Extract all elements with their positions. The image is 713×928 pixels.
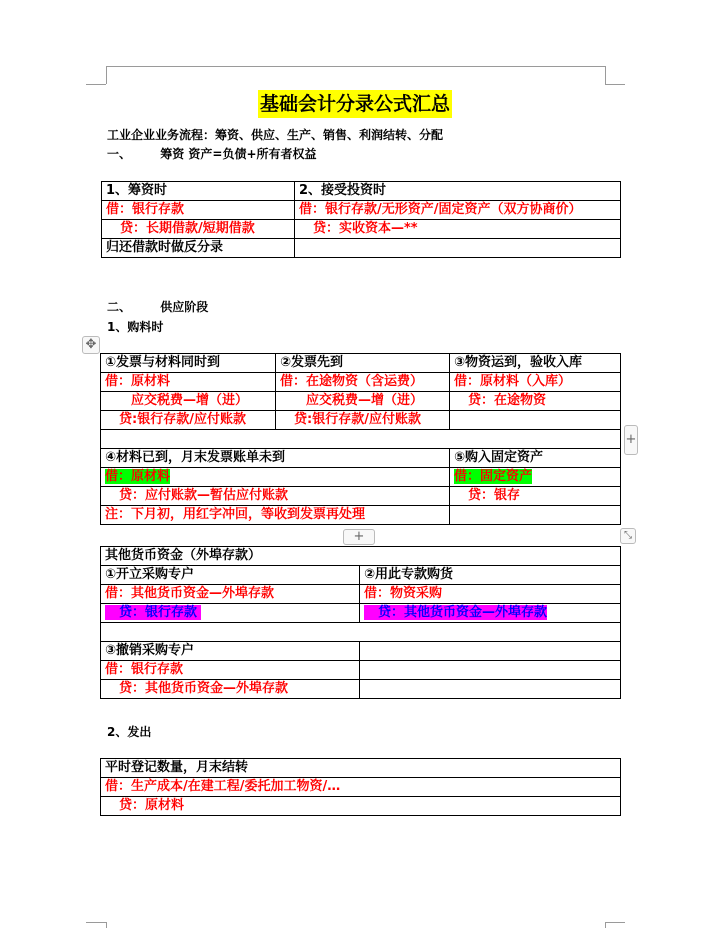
cell: 1、筹资时	[102, 182, 295, 201]
cell: 应交税费—增（进）	[276, 392, 450, 411]
corner-mark	[605, 922, 625, 923]
highlighted-text: 借：原材料	[105, 469, 171, 484]
cell: 归还借款时做反分录	[102, 239, 295, 258]
subsection-issue: 2、发出	[107, 725, 152, 739]
financing-table	[101, 181, 621, 258]
cell: 借：原材料（入库）	[450, 373, 621, 392]
highlighted-text: 贷：银行存款	[105, 605, 201, 620]
cell: 贷：原材料	[101, 797, 621, 816]
cell: 贷：在途物资	[450, 392, 621, 411]
subsection-purchase: 1、购料时	[107, 320, 164, 334]
cell: 借：银行存款/无形资产/固定资产（双方协商价）	[295, 201, 621, 220]
corner-mark	[605, 66, 606, 84]
cell: ②发票先到	[276, 354, 450, 373]
cell: ①开立采购专户	[101, 566, 360, 585]
cell	[450, 468, 621, 487]
add-row-button[interactable]: +	[343, 529, 375, 545]
cell	[295, 239, 621, 258]
cell: 借：银行存款	[101, 661, 360, 680]
corner-mark	[605, 922, 606, 928]
cell: ③物资运到，验收入库	[450, 354, 621, 373]
cell	[101, 430, 621, 449]
cell: 贷：其他货币资金—外埠存款	[101, 680, 360, 699]
cell	[360, 661, 621, 680]
page-border-top	[106, 66, 606, 67]
cell: 2、接受投资时	[295, 182, 621, 201]
business-flow: 工业企业业务流程：筹资、供应、生产、销售、利润结转、分配	[107, 128, 444, 142]
cell: 借：银行存款	[102, 201, 295, 220]
purchase-table	[100, 353, 621, 525]
cell: 贷：应付账款—暂估应付账款	[101, 487, 450, 506]
corner-mark	[86, 922, 106, 923]
section-1-heading: 一、 筹资 资产=负债+所有者权益	[107, 147, 317, 161]
cell	[360, 642, 621, 661]
cell: ①发票与材料同时到	[101, 354, 276, 373]
section-2-heading: 二、 供应阶段	[107, 300, 209, 314]
add-column-button[interactable]: +	[624, 425, 638, 455]
resize-table-icon[interactable]: ⤡	[620, 528, 636, 544]
cell: 借：原材料	[101, 373, 276, 392]
highlighted-text: 贷：其他货币资金—外埠存款	[364, 605, 547, 620]
cell: 注：下月初，用红字冲回，等收到发票再处理	[101, 506, 450, 525]
corner-mark	[106, 922, 107, 928]
cell: 贷：长期借款/短期借款	[102, 220, 295, 239]
cell: 其他货币资金（外埠存款）	[101, 547, 621, 566]
cell	[101, 468, 450, 487]
cell: 借：物资采购	[360, 585, 621, 604]
corner-mark	[86, 84, 106, 85]
other-funds-table	[100, 546, 621, 699]
cell: 平时登记数量，月末结转	[101, 759, 621, 778]
cell	[450, 506, 621, 525]
cell	[360, 604, 621, 623]
cell	[101, 623, 621, 642]
cell	[101, 604, 360, 623]
issue-table	[100, 758, 621, 816]
cell: 贷：实收资本—**	[295, 220, 621, 239]
cell: ④材料已到，月末发票账单未到	[101, 449, 450, 468]
highlighted-text: 借：固定资产	[454, 469, 533, 484]
cell: 借：生产成本/在建工程/委托加工物资/…	[101, 778, 621, 797]
cell	[360, 680, 621, 699]
cell: 贷:银行存款/应付账款	[101, 411, 276, 430]
cell: 贷：银存	[450, 487, 621, 506]
cell: ③撤销采购专户	[101, 642, 360, 661]
cell: ②用此专款购货	[360, 566, 621, 585]
cell: 借：其他货币资金—外埠存款	[101, 585, 360, 604]
corner-mark	[106, 66, 107, 84]
table-move-handle-icon[interactable]: ✥	[82, 336, 100, 354]
cell: 贷:银行存款/应付账款	[276, 411, 450, 430]
cell: 应交税费—增（进）	[101, 392, 276, 411]
cell: 借：在途物资（含运费）	[276, 373, 450, 392]
cell	[450, 411, 621, 430]
corner-mark	[605, 84, 625, 85]
cell: ⑤购入固定资产	[450, 449, 621, 468]
doc-title: 基础会计分录公式汇总	[258, 90, 452, 118]
